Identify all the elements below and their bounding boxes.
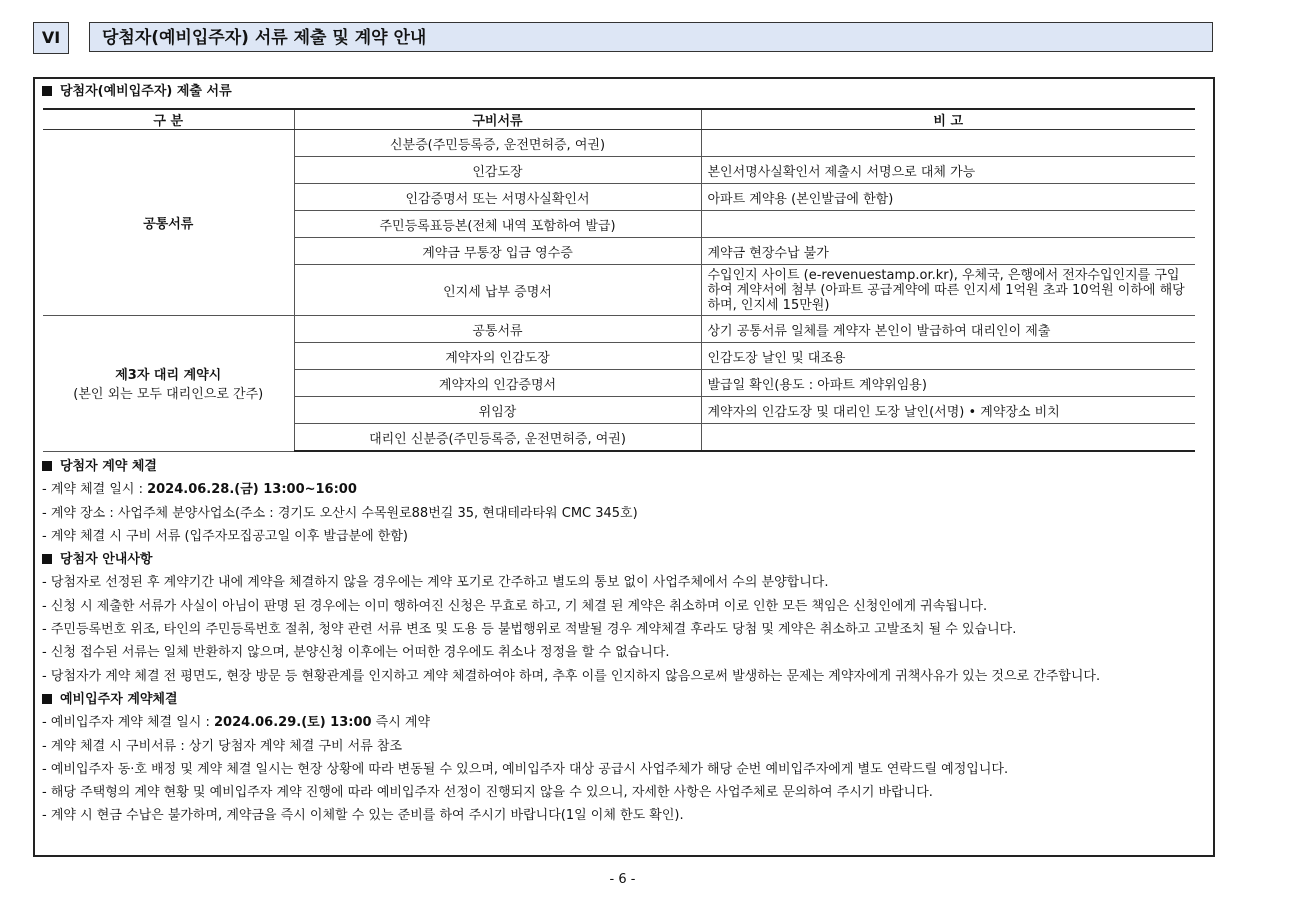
note-cell: 인감도장 날인 및 대조용 [701, 343, 1195, 370]
contract-heading: 당첨자 계약 체결 [42, 455, 1202, 478]
note-cell: 본인서명사실확인서 제출시 서명으로 대체 가능 [701, 157, 1195, 184]
documents-table [43, 108, 1195, 452]
contract-place: - 계약 장소 : 사업주체 분양사업소(주소 : 경기도 오산시 수목원로88번길 35, 현대테라타워 CMC 345호) [42, 505, 638, 521]
section-title: 당첨자(예비입주자) 서류 제출 및 계약 안내 [89, 22, 1213, 52]
note-cell: 발급일 확인(용도 : 아파트 계약위임용) [701, 370, 1195, 397]
contract-docs: - 계약 체결 시 구비 서류 (입주자모집공고일 이후 발급분에 한함) [42, 528, 408, 544]
body-text [42, 455, 1202, 828]
note-cell: 계약금 현장수납 불가 [701, 238, 1195, 265]
doc-cell: 계약자의 인감도장 [294, 343, 701, 370]
group-common [43, 130, 294, 316]
docs-heading: 당첨자(예비입주자) 제출 서류 [42, 80, 232, 99]
section-number: VI [33, 22, 69, 54]
reserve-heading: 예비입주자 계약체결 [42, 688, 1202, 711]
group-name: 공통서류 [143, 217, 194, 232]
header-category: 구 분 [43, 109, 294, 130]
doc-cell: 주민등록표등본(전체 내역 포함하여 발급) [294, 211, 701, 238]
group-name: 제3자 대리 계약시 [115, 368, 222, 384]
doc-cell: 공통서류 [294, 316, 701, 343]
header-documents: 구비서류 [294, 109, 701, 130]
note-cell [701, 424, 1195, 452]
doc-cell: 신분증(주민등록증, 운전면허증, 여권) [294, 130, 701, 157]
doc-cell: 계약금 무통장 입금 영수증 [294, 238, 701, 265]
doc-cell: 인감도장 [294, 157, 701, 184]
group-proxy [43, 316, 294, 452]
square-bullet-icon [42, 694, 52, 704]
note-cell: 상기 공통서류 일체를 계약자 본인이 발급하여 대리인이 제출 [701, 316, 1195, 343]
doc-cell: 인감증명서 또는 서명사실확인서 [294, 184, 701, 211]
table-row [43, 130, 1195, 157]
notice-item: - 신청 시 제출한 서류가 사실이 아님이 판명 된 경우에는 이미 행하여진 신청은 무효로 하고, 기 체결 된 계약은 취소하며 이로 인한 모든 책임은 신청인에게 귀속됩니다. [42, 598, 988, 614]
doc-cell: 대리인 신분증(주민등록증, 운전면허증, 여권) [294, 424, 701, 452]
table-row [43, 316, 1195, 343]
reserve-item: - 계약 체결 시 구비서류 : 상기 당첨자 계약 체결 구비 서류 참조 [42, 738, 403, 754]
doc-cell: 인지세 납부 증명서 [294, 265, 701, 316]
reserve-item: - 계약 시 현금 수납은 불가하며, 계약금을 즉시 이체할 수 있는 준비를 하여 주시기 바랍니다(1일 이체 한도 확인). [42, 808, 684, 824]
section-header [33, 22, 1215, 54]
square-bullet-icon [42, 554, 52, 564]
notice-item: - 주민등록번호 위조, 타인의 주민등록번호 절취, 청약 관련 서류 변조 및 도용 등 불법행위로 적발될 경우 계약체결 후라도 당첨 및 계약은 취소하고 고발조치 될 수 있습니다. [42, 622, 1017, 638]
doc-cell: 계약자의 인감증명서 [294, 370, 701, 397]
square-bullet-icon [42, 86, 52, 96]
note-cell [701, 130, 1195, 157]
note-cell: 수입인지 사이트 (e-revenuestamp.or.kr), 우체국, 은행에서 전자수입인지를 구입하여 계약서에 첨부 (아파트 공급계약에 따른 인지세 1억원 초과 10억원 이하에 해당하며, 인지세 15만원) [701, 265, 1195, 316]
note-cell [701, 211, 1195, 238]
header-remarks: 비 고 [701, 109, 1195, 130]
contract-date: - 계약 체결 일시 : 2024.06.28.(금) 13:00~16:00 [42, 482, 357, 498]
notice-heading: 당첨자 안내사항 [42, 548, 1202, 571]
reserve-item: - 예비입주자 동·호 배정 및 계약 체결 일시는 현장 상황에 따라 변동될 수 있으며, 예비입주자 대상 공급시 사업주체가 해당 순번 예비입주자에게 별도 연락드릴 예정입니다. [42, 761, 1009, 777]
note-cell: 아파트 계약용 (본인발급에 한함) [701, 184, 1195, 211]
notice-item: - 당첨자로 선정된 후 계약기간 내에 계약을 체결하지 않을 경우에는 계약 포기로 간주하고 별도의 통보 없이 사업주체에서 수의 분양합니다. [42, 575, 829, 591]
reserve-item: - 해당 주택형의 계약 현황 및 예비입주자 계약 진행에 따라 예비입주자 선정이 진행되지 않을 수 있으니, 자세한 사항은 사업주체로 문의하여 주시기 바랍니다. [42, 785, 933, 801]
table-header-row [43, 109, 1195, 130]
reserve-date: - 예비입주자 계약 체결 일시 : 2024.06.29.(토) 13:00 즉시 계약 [42, 715, 431, 731]
doc-cell: 위임장 [294, 397, 701, 424]
group-subtitle: (본인 외는 모두 대리인으로 간주) [73, 387, 264, 403]
square-bullet-icon [42, 461, 52, 471]
page-number: - 6 - [609, 872, 636, 887]
note-cell: 계약자의 인감도장 및 대리인 도장 날인(서명) • 계약장소 비치 [701, 397, 1195, 424]
notice-item: - 당첨자가 계약 체결 전 평면도, 현장 방문 등 현황관계를 인지하고 계약 체결하여야 하며, 추후 이를 인지하지 않음으로써 발생하는 문제는 계약자에게 귀책사유가 있는 것으로 간주합니다. [42, 668, 1101, 684]
notice-item: - 신청 접수된 서류는 일체 반환하지 않으며, 분양신청 이후에는 어떠한 경우에도 취소나 정정을 할 수 없습니다. [42, 645, 670, 661]
